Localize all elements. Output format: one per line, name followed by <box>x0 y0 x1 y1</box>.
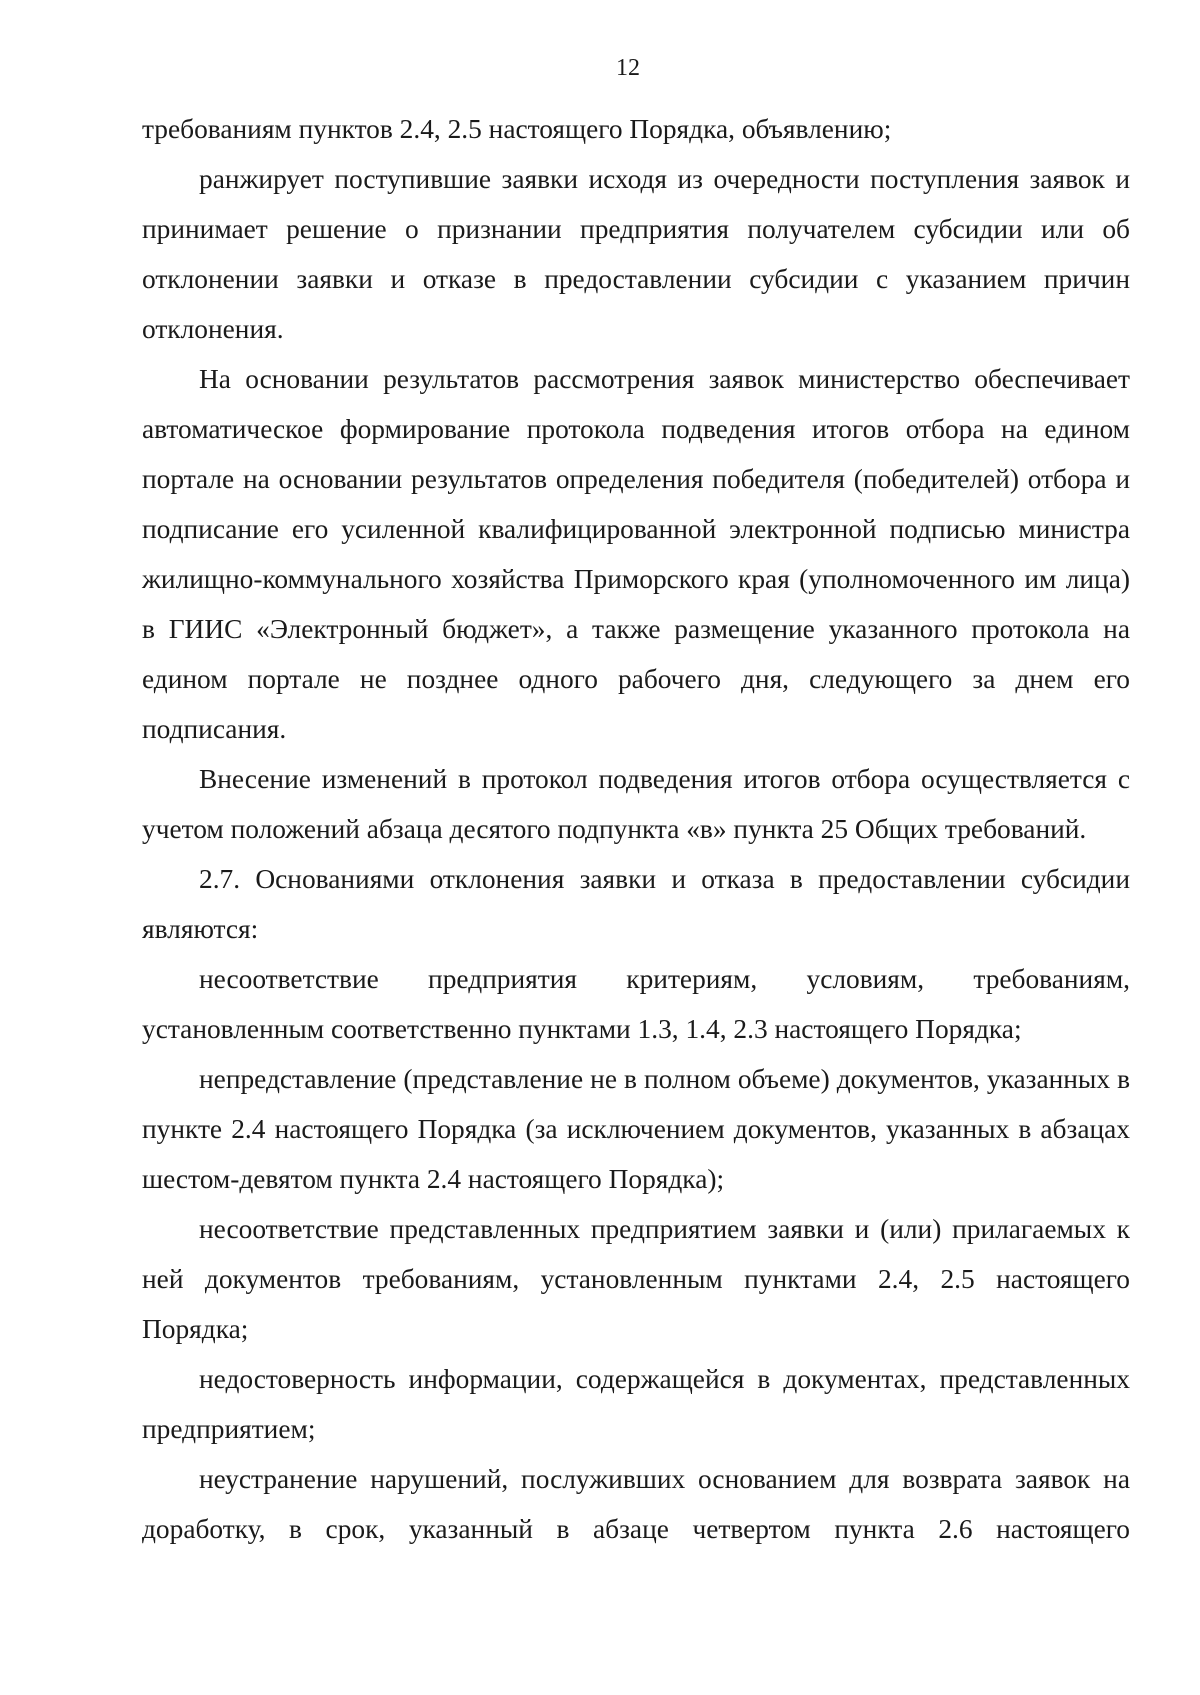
paragraph: ранжирует поступившие заявки исходя из очередности поступления заявок и принимает решение о признании предприятия получателем субсидии или об отклонении заявки и отказе в предоставлении субсидии с указанием причин отклонения. <box>142 164 1130 344</box>
page-number: 12 <box>616 55 640 81</box>
paragraph: требованиям пунктов 2.4, 2.5 настоящего Порядка, объявлению; <box>142 114 892 144</box>
paragraph: непредставление (представление не в полном объеме) документов, указанных в пункте 2.4 настоящего Порядка (за исключением документов, указанных в абзацах шестом-девятом пункта 2.4 настоящего Порядка); <box>142 1064 1130 1194</box>
paragraph: неустранение нарушений, послуживших основанием для возврата заявок на доработку, в срок, указанный в абзаце четвертом пункта 2.6 настоящего <box>142 1464 1130 1544</box>
paragraph: недостоверность информации, содержащейся в документах, представленных предприятием; <box>142 1364 1130 1444</box>
paragraph: несоответствие представленных предприятием заявки и (или) прилагаемых к ней документов требованиям, установленным пунктами 2.4, 2.5 настоящего Порядка; <box>142 1214 1130 1344</box>
paragraph: несоответствие предприятия критериям, условиям, требованиям, установленным соответственно пунктами 1.3, 1.4, 2.3 настоящего Порядка; <box>142 964 1130 1044</box>
paragraph: На основании результатов рассмотрения заявок министерство обеспечивает автоматическое формирование протокола подведения итогов отбора на едином портале на основании результатов определения победителя (победителей) отбора и подписание его усиленной квалифицированной электронной подписью министра жилищно-коммунального хозяйства Приморского края (уполномоченного им лица) в ГИИС «Электронный бюджет», а также размещение указанного протокола на едином портале не позднее одного рабочего дня, следующего за днем его подписания. <box>142 364 1130 744</box>
paragraph: 2.7. Основаниями отклонения заявки и отказа в предоставлении субсидии являются: <box>142 864 1130 944</box>
paragraph: Внесение изменений в протокол подведения итогов отбора осуществляется с учетом положений абзаца десятого подпункта «в» пункта 25 Общих требований. <box>142 764 1130 844</box>
document-body <box>142 104 1130 1554</box>
